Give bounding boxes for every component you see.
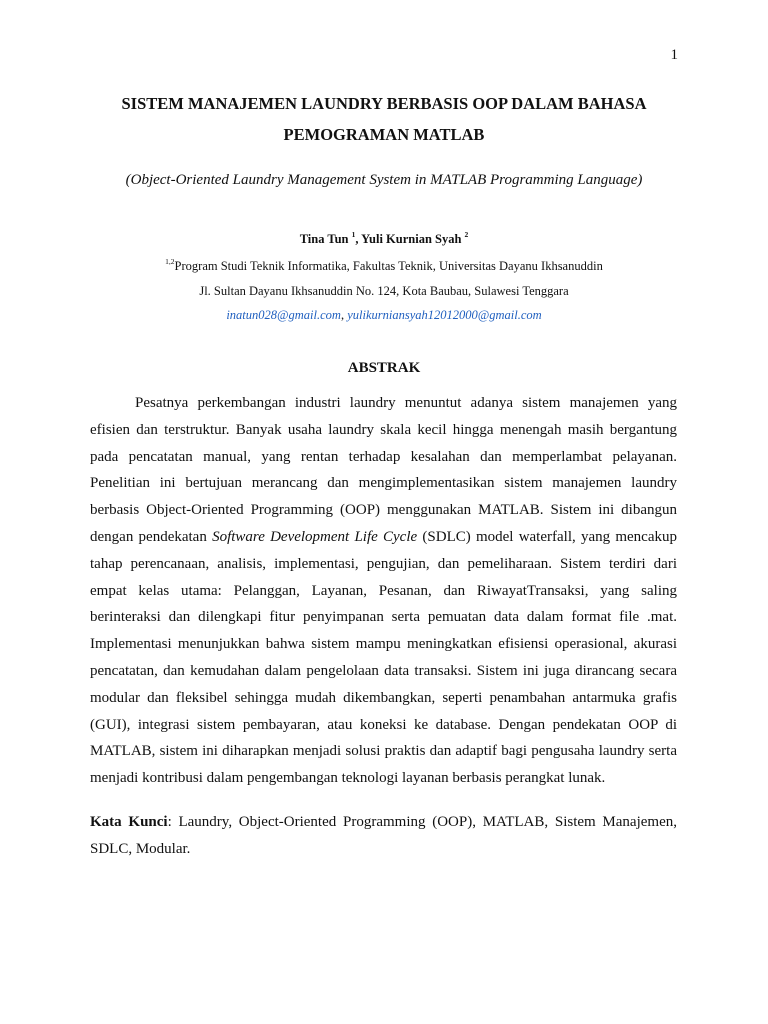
author-separator: ,	[355, 232, 362, 246]
email-link[interactable]: yulikurniansyah12012000@gmail.com	[347, 308, 542, 322]
abstract-text-part-1: Pesatnya perkembangan industri laundry menuntut adanya sistem manajemen yang efisien dan terstruktur. Banyak usaha laundry skala kecil hingga menengah masih bergantung pada pencatatan manual, yang rentan terhadap kesalahan dan memperlambat pelayanan. Penelitian ini bertujuan merancang dan mengimplementasikan sistem manajemen laundry berbasis Object-Oriented Programming (OOP) menggunakan MATLAB. Sistem ini dibangun dengan pendekatan	[90, 395, 677, 545]
abstract-heading: ABSTRAK	[347, 360, 421, 376]
author-affiliation-marker: 2	[464, 229, 469, 239]
abstract-italic-term: Software Development Life Cycle	[212, 528, 418, 545]
affiliation	[90, 257, 678, 275]
author-affiliation-marker: 1	[351, 229, 356, 239]
author-name: Yuli Kurnian Syah	[361, 232, 462, 246]
keywords	[90, 809, 677, 863]
title-line-1: SISTEM MANAJEMEN LAUNDRY BERBASIS OOP DALAM BAHASA	[121, 94, 647, 113]
institution-address: Jl. Sultan Dayanu Ikhsanuddin No. 124, Kota Baubau, Sulawesi Tenggara	[199, 284, 569, 298]
title-line-2: PEMOGRAMAN MATLAB	[283, 125, 485, 144]
affiliation-marker: 1,2	[165, 256, 175, 266]
author-name: Tina Tun	[299, 232, 349, 246]
affiliation-text: Program Studi Teknik Informatika, Fakultas Teknik, Universitas Dayanu Ikhsanuddin	[174, 259, 603, 273]
page-number: 1	[670, 47, 678, 63]
email-separator: ,	[340, 308, 348, 322]
keywords-text: : Laundry, Object-Oriented Programming (OOP), MATLAB, Sistem Manajemen, SDLC, Modular.	[90, 814, 677, 857]
english-subtitle: (Object-Oriented Laundry Management System in MATLAB Programming Language)	[125, 172, 643, 188]
abstract-text-part-2: (SDLC) model waterfall, yang mencakup tahap perencanaan, analisis, implementasi, pengujian, dan pemeliharaan. Sistem terdiri dari empat kelas utama: Pelanggan, Layanan, Pesanan, dan RiwayatTransaksi, yang saling berinteraksi dan dilengkapi fitur penyimpanan serta pemuatan data dalam format file .mat. Implementasi menunjukkan bahwa sistem mampu meningkatkan efisiensi operasional, akurasi pencatatan, dan kemudahan dalam pengelolaan data transaksi. Sistem ini juga dirancang secara modular dan fleksibel sehingga mudah dikembangkan, seperti penambahan antarmuka grafis (GUI), integrasi sistem pembayaran, atau koneksi ke database. Dengan pendekatan OOP di MATLAB, sistem ini diharapkan menjadi solusi praktis dan adaptif bagi pengusaha laundry serta menjadi kontribusi dalam pengembangan teknologi layanan berbasis perangkat lunak.	[90, 528, 677, 787]
keywords-label: Kata Kunci	[90, 814, 168, 830]
email-link[interactable]: inatun028@gmail.com	[226, 308, 341, 322]
author-emails	[90, 306, 678, 324]
paper-title	[90, 88, 678, 150]
abstract-body	[90, 390, 677, 792]
author-list	[90, 230, 678, 248]
